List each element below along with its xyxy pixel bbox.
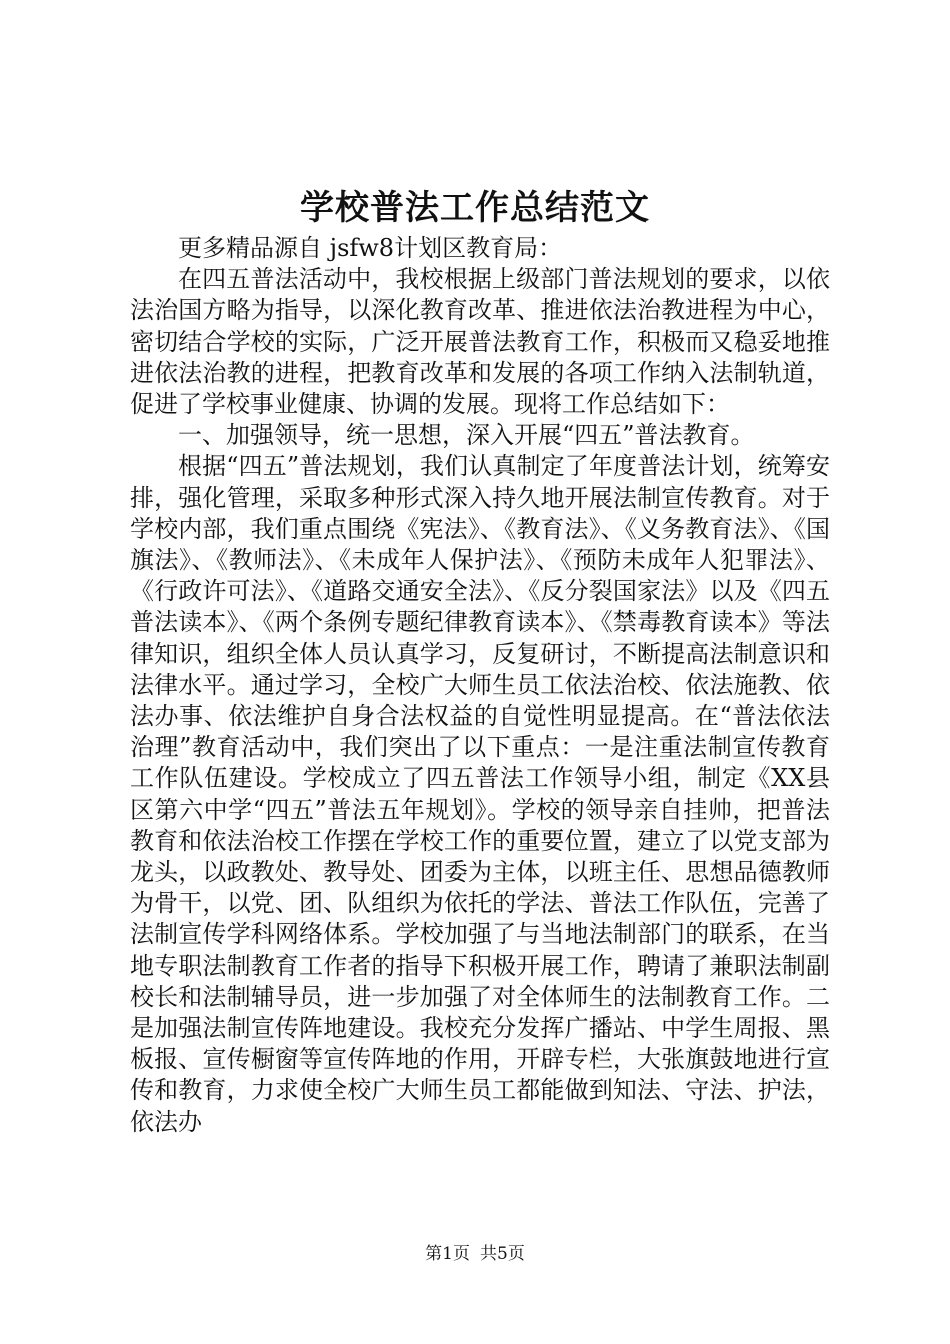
document-body [130, 233, 830, 1138]
page-footer [0, 1242, 950, 1266]
source-line: 更多精品源自 jsfw8计划区教育局： [178, 234, 563, 262]
document-title: 学校普法工作总结范文 [300, 188, 650, 228]
intro-paragraph: 在四五普法活动中，我校根据上级部门普法规划的要求，以依法治国方略为指导，以深化教育改革、推进依法治教进程为中心，密切结合学校的实际，广泛开展普法教育工作，积极而又稳妥地推进依法治教的进程，把教育改革和发展的各项工作纳入法制轨道，促进了学校事业健康、协调的发展。现将工作总结如下： [130, 265, 830, 419]
page-number: 第1页 [425, 1244, 470, 1264]
page-total: 共5页 [480, 1244, 525, 1264]
body-paragraph: 根据“四五”普法规划，我们认真制定了年度普法计划，统筹安排，强化管理，采取多种形式深入持久地开展法制宣传教育。对于学校内部，我们重点围绕《宪法》、《教育法》、《义务教育法》、《国旗法》、《教师法》、《未成年人保护法》、《预防未成年人犯罪法》、《行政许可法》、《道路交通安全法》、《反分裂国家法》以及《四五普法读本》、《两个条例专题纪律教育读本》、《禁毒教育读本》等法律知识，组织全体人员认真学习，反复研讨，不断提高法制意识和法律水平。通过学习，全校广大师生员工依法治校、依法施教、依法办事、依法维护自身合法权益的自觉性明显提高。在“普法依法治理”教育活动中，我们突出了以下重点：一是注重法制宣传教育工作队伍建设。学校成立了四五普法工作领导小组，制定《XX县区第六中学“四五”普法五年规划》。学校的领导亲自挂帅，把普法教育和依法治校工作摆在学校工作的重要位置，建立了以党支部为龙头，以政教处、教导处、团委为主体，以班主任、思想品德教师为骨干，以党、团、队组织为依托的学法、普法工作队伍，完善了法制宣传学科网络体系。学校加强了与当地法制部门的联系，在当地专职法制教育工作者的指导下积极开展工作，聘请了兼职法制副校长和法制辅导员，进一步加强了对全体师生的法制教育工作。二是加强法制宣传阵地建设。我校充分发挥广播站、中学生周报、黑板报、宣传橱窗等宣传阵地的作用，开辟专栏，大张旗鼓地进行宣传和教育，力求使全校广大师生员工都能做到知法、守法、护法，依法办 [130, 452, 830, 1136]
section-heading: 一、加强领导，统一思想，深入开展“四五”普法教育。 [178, 421, 755, 450]
